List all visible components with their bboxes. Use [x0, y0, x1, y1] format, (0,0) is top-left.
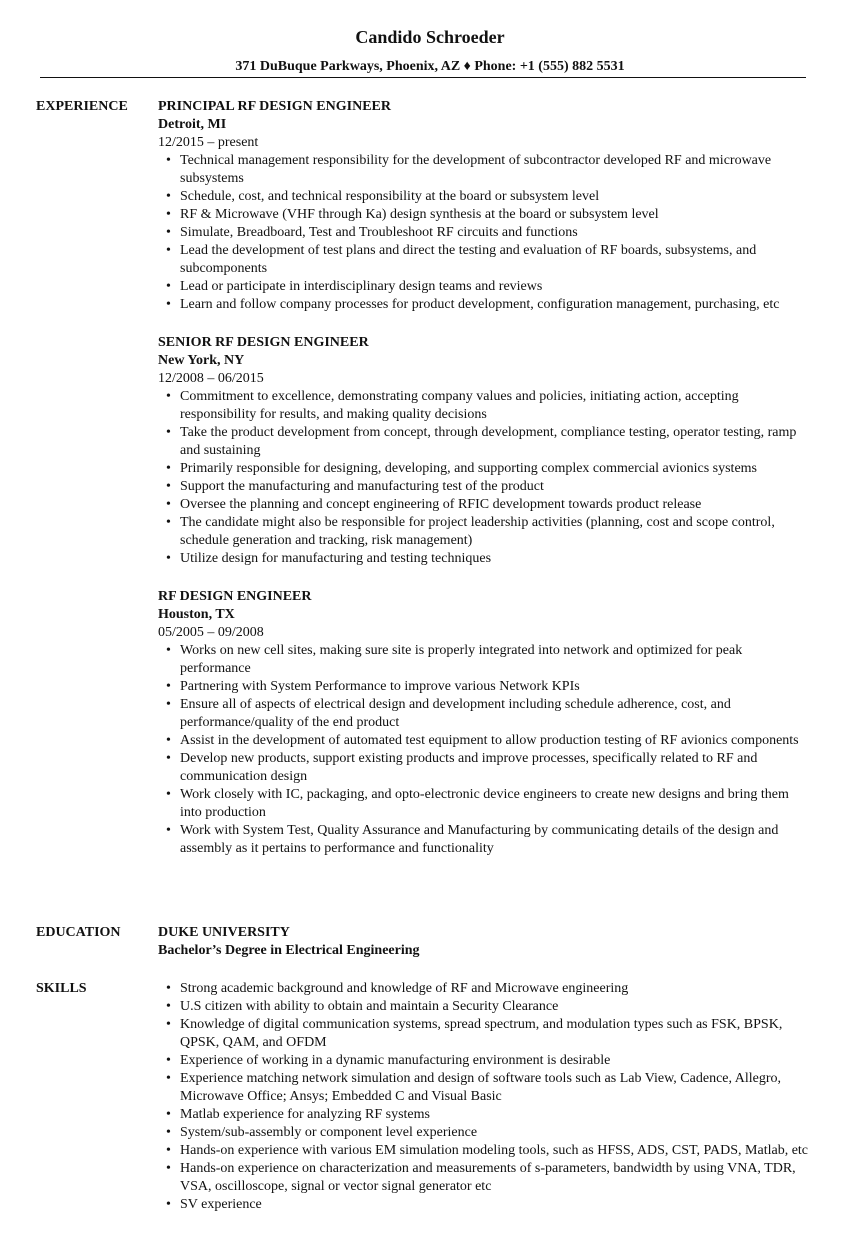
- bullet-item: • Lead or participate in interdisciplinary design teams and reviews: [180, 278, 812, 296]
- bullet-item: • Oversee the planning and concept engineering of RFIC development towards product release: [180, 496, 812, 514]
- bullet-item: • Work closely with IC, packaging, and opto-electronic device engineers to create new designs and bring them into production: [180, 786, 812, 822]
- job-entry: [158, 588, 812, 858]
- bullet-item: • Learn and follow company processes for product development, configuration management, purchasing, etc: [180, 296, 812, 314]
- contact-line: 371 DuBuque Parkways, Phoenix, AZ ♦ Phone: +1 (555) 882 5531: [235, 59, 625, 74]
- job-title: RF DESIGN ENGINEER: [158, 589, 312, 604]
- degree-name: Bachelor’s Degree in Electrical Engineering: [158, 943, 420, 958]
- bullet-item: • Work with System Test, Quality Assurance and Manufacturing by communicating details of the design and assembly as it pertains to performance and functionality: [180, 822, 812, 858]
- bullet-item: • Lead the development of test plans and direct the testing and evaluation of RF boards, subsystems, and subcomponents: [180, 242, 812, 278]
- bullet-item: • Support the manufacturing and manufacturing test of the product: [180, 478, 812, 496]
- bullet-item: • Primarily responsible for designing, developing, and supporting complex commercial avionics systems: [180, 460, 812, 478]
- bullet-item: • Commitment to excellence, demonstrating company values and policies, initiating action, accepting responsibility for results, and making quality decisions: [180, 388, 812, 424]
- skills-list: [158, 980, 812, 1214]
- skill-item: • Knowledge of digital communication systems, spread spectrum, and modulation types such as FSK, BPSK, QPSK, QAM, and OFDM: [180, 1016, 812, 1052]
- job-location: Detroit, MI: [158, 117, 227, 132]
- bullet-item: • Technical management responsibility for the development of subcontractor developed RF and microwave subsystems: [180, 152, 812, 188]
- skill-item: • Matlab experience for analyzing RF systems: [180, 1106, 812, 1124]
- experience-body: [158, 98, 812, 878]
- job-entry: [158, 334, 812, 568]
- header-divider: [40, 77, 806, 78]
- bullet-item: • Assist in the development of automated test equipment to allow production testing of RF avionics components: [180, 732, 812, 750]
- bullet-item: • Develop new products, support existing products and improve processes, specifically related to RF and communication design: [180, 750, 812, 786]
- skill-item: • U.S citizen with ability to obtain and maintain a Security Clearance: [180, 998, 812, 1016]
- resume-header: [0, 0, 860, 76]
- skill-item: • Strong academic background and knowledge of RF and Microwave engineering: [180, 980, 812, 998]
- experience-heading: EXPERIENCE: [36, 99, 128, 114]
- bullet-item: • Utilize design for manufacturing and testing techniques: [180, 550, 812, 568]
- skill-item: • Experience matching network simulation and design of software tools such as Lab View, Cadence, Allegro, Microwave Office; Ansys; Embedded C and Visual Basic: [180, 1070, 812, 1106]
- job-dates: 12/2008 – 06/2015: [158, 371, 264, 386]
- skills-heading: SKILLS: [36, 981, 87, 996]
- job-dates: 05/2005 – 09/2008: [158, 625, 264, 640]
- skill-item: • SV experience: [180, 1196, 812, 1214]
- education-heading: EDUCATION: [36, 925, 121, 940]
- skills-body: [158, 980, 812, 1214]
- job-location: New York, NY: [158, 353, 245, 368]
- job-dates: 12/2015 – present: [158, 135, 259, 150]
- school-name: DUKE UNIVERSITY: [158, 925, 290, 940]
- job-entry: [158, 98, 812, 314]
- bullet-item: • Schedule, cost, and technical responsibility at the board or subsystem level: [180, 188, 812, 206]
- skill-item: • Hands-on experience on characterization and measurements of s-parameters, bandwidth by using VNA, TDR, VSA, oscilloscope, signal or vector signal generator etc: [180, 1160, 812, 1196]
- skill-item: • System/sub-assembly or component level experience: [180, 1124, 812, 1142]
- job-title: PRINCIPAL RF DESIGN ENGINEER: [158, 99, 391, 114]
- bullet-item: • Take the product development from concept, through development, compliance testing, operator testing, ramp and sustaining: [180, 424, 812, 460]
- skill-item: • Experience of working in a dynamic manufacturing environment is desirable: [180, 1052, 812, 1070]
- skill-item: • Hands-on experience with various EM simulation modeling tools, such as HFSS, ADS, CST, PADS, Matlab, etc: [180, 1142, 812, 1160]
- bullet-item: • Simulate, Breadboard, Test and Troubleshoot RF circuits and functions: [180, 224, 812, 242]
- bullet-item: • Works on new cell sites, making sure site is properly integrated into network and optimized for peak performance: [180, 642, 812, 678]
- job-title: SENIOR RF DESIGN ENGINEER: [158, 335, 369, 350]
- candidate-name: Candido Schroeder: [355, 27, 505, 47]
- bullet-item: • The candidate might also be responsible for project leadership activities (planning, cost and scope control, schedule generation and tracking, risk management): [180, 514, 812, 550]
- bullet-item: • Partnering with System Performance to improve various Network KPIs: [180, 678, 812, 696]
- job-bullets: [158, 152, 812, 314]
- education-body: [158, 924, 812, 960]
- job-bullets: [158, 388, 812, 568]
- bullet-item: • Ensure all of aspects of electrical design and development including schedule adherence, cost, and performance/quality of the end product: [180, 696, 812, 732]
- job-location: Houston, TX: [158, 607, 235, 622]
- bullet-item: • RF & Microwave (VHF through Ka) design synthesis at the board or subsystem level: [180, 206, 812, 224]
- job-bullets: [158, 642, 812, 858]
